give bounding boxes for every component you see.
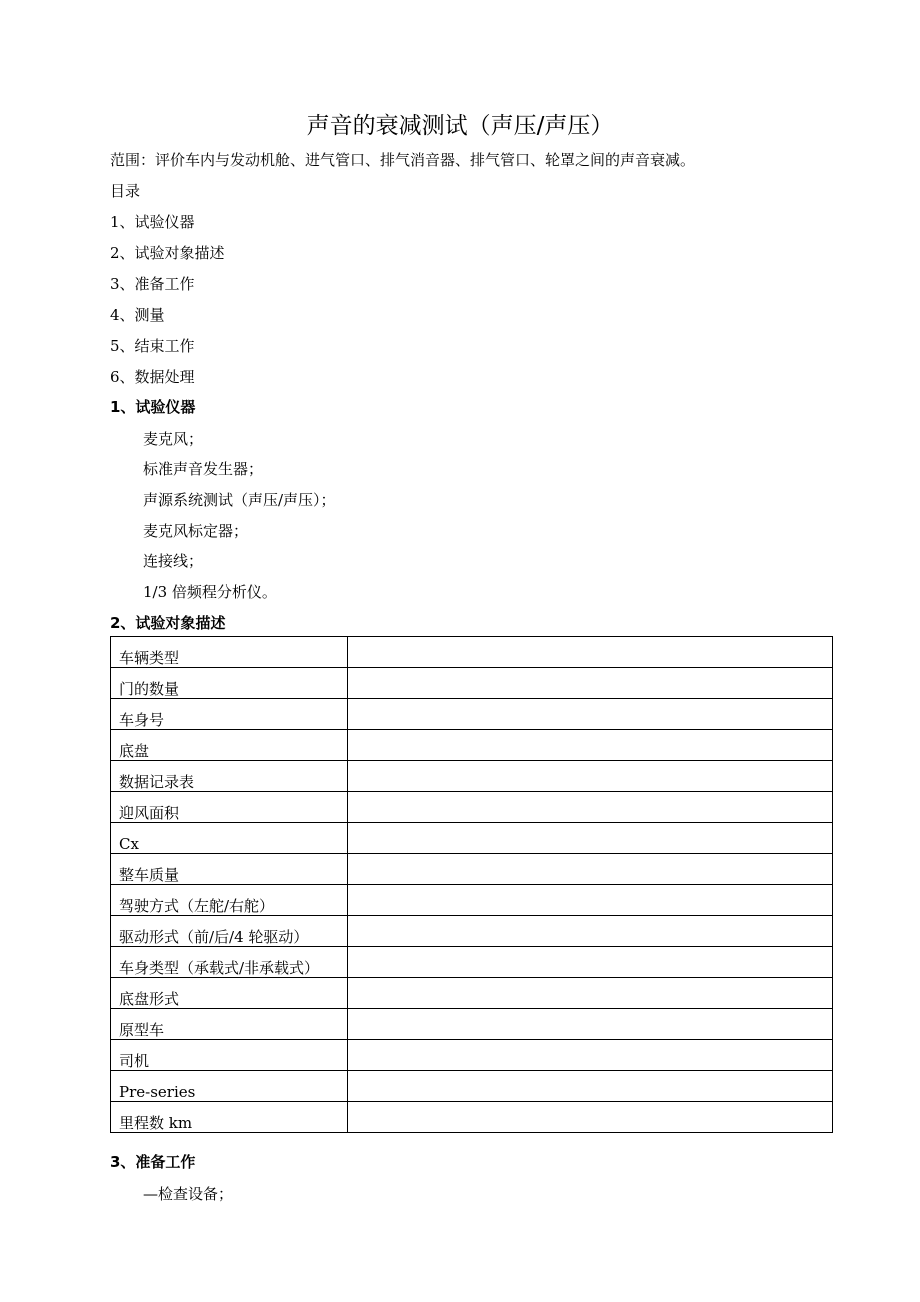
row-value-cell[interactable] (348, 885, 833, 916)
row-value-cell[interactable] (348, 854, 833, 885)
instrument-item: 1/3 倍频程分析仪。 (143, 583, 277, 601)
row-value-cell[interactable] (348, 637, 833, 668)
toc-item: 2、试验对象描述 (110, 244, 225, 262)
toc-item: 6、数据处理 (110, 368, 195, 386)
table-row (111, 823, 833, 854)
toc-item: 4、测量 (110, 306, 165, 324)
row-label: 驾驶方式（左舵/右舵） (111, 885, 348, 916)
toc-item: 3、准备工作 (110, 275, 195, 293)
row-label: 门的数量 (111, 668, 348, 699)
row-value-cell[interactable] (348, 1040, 833, 1071)
table-row (111, 730, 833, 761)
row-label: 底盘 (111, 730, 348, 761)
section3-heading: 3、准备工作 (110, 1153, 196, 1171)
document-title: 声音的衰减测试（声压/声压） (306, 113, 614, 139)
table-row (111, 792, 833, 823)
table-row (111, 854, 833, 885)
row-label: 迎风面积 (111, 792, 348, 823)
table-row (111, 1009, 833, 1040)
row-label: 车身号 (111, 699, 348, 730)
table-row (111, 761, 833, 792)
row-label: Pre-series (111, 1071, 348, 1102)
row-value-cell[interactable] (348, 1071, 833, 1102)
table-row (111, 947, 833, 978)
instrument-item: 麦克风标定器； (143, 522, 249, 540)
row-label: 数据记录表 (111, 761, 348, 792)
row-value-cell[interactable] (348, 792, 833, 823)
vehicle-spec-table (110, 636, 833, 1133)
row-label: 整车质量 (111, 854, 348, 885)
table-row (111, 1071, 833, 1102)
table-row (111, 699, 833, 730)
instrument-item: 标准声音发生器； (143, 460, 264, 478)
row-label: 底盘形式 (111, 978, 348, 1009)
table-row (111, 1040, 833, 1071)
row-label: 司机 (111, 1040, 348, 1071)
table-row (111, 885, 833, 916)
row-value-cell[interactable] (348, 1102, 833, 1133)
row-label: 车身类型（承载式/非承载式） (111, 947, 348, 978)
row-value-cell[interactable] (348, 668, 833, 699)
row-value-cell[interactable] (348, 699, 833, 730)
table-row (111, 1102, 833, 1133)
row-label: 驱动形式（前/后/4 轮驱动） (111, 916, 348, 947)
toc-item: 1、试验仪器 (110, 213, 195, 231)
toc-heading: 目录 (110, 182, 141, 200)
table-row (111, 978, 833, 1009)
row-value-cell[interactable] (348, 761, 833, 792)
row-label: 原型车 (111, 1009, 348, 1040)
row-value-cell[interactable] (348, 916, 833, 947)
table-row (111, 637, 833, 668)
row-value-cell[interactable] (348, 823, 833, 854)
toc-item: 5、结束工作 (110, 337, 195, 355)
scope-text: 范围：评价车内与发动机舱、进气管口、排气消音器、排气管口、轮罩之间的声音衰减。 (110, 151, 696, 169)
row-value-cell[interactable] (348, 730, 833, 761)
preparation-item: —检查设备； (143, 1185, 234, 1203)
row-value-cell[interactable] (348, 947, 833, 978)
table-row (111, 668, 833, 699)
instrument-item: 声源系统测试（声压/声压）； (143, 491, 336, 509)
section1-heading: 1、试验仪器 (110, 398, 196, 416)
row-label: Cx (111, 823, 348, 854)
instrument-item: 连接线； (143, 552, 204, 570)
instrument-item: 麦克风； (143, 430, 204, 448)
row-value-cell[interactable] (348, 978, 833, 1009)
table-row (111, 916, 833, 947)
section2-heading: 2、试验对象描述 (110, 614, 226, 632)
row-label: 里程数 km (111, 1102, 348, 1133)
row-value-cell[interactable] (348, 1009, 833, 1040)
row-label: 车辆类型 (111, 637, 348, 668)
